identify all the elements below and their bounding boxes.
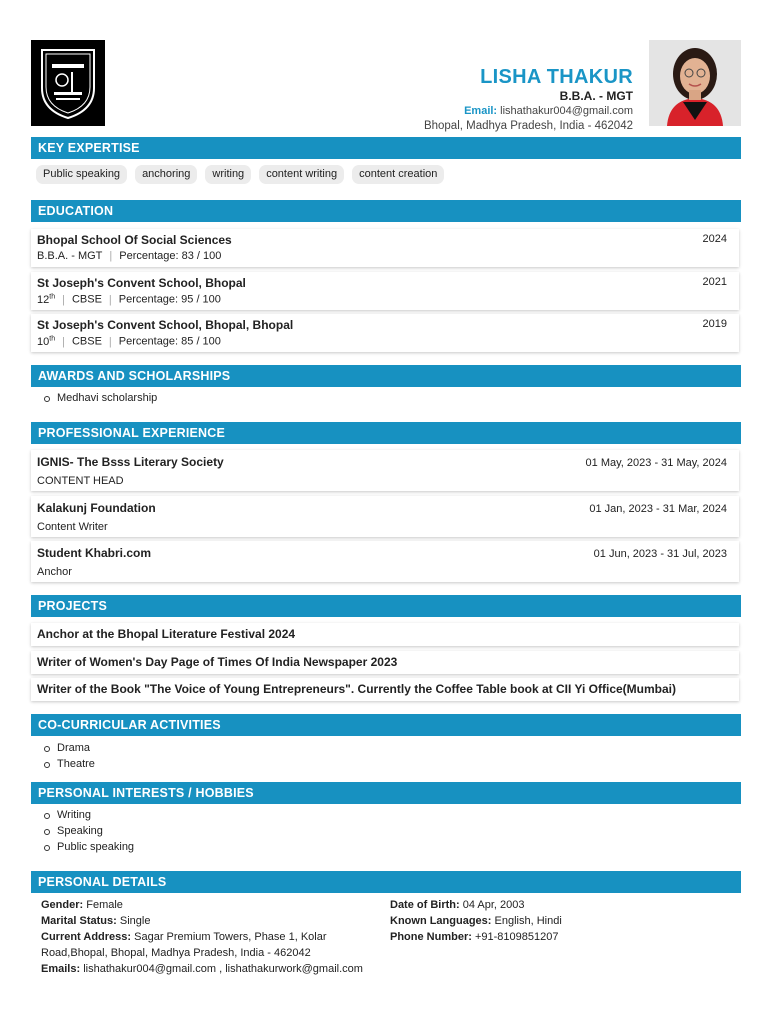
experience-org: Student Khabri.com [37, 546, 152, 560]
divider: | [108, 335, 112, 348]
languages-row: Known Languages: English, Hindi [390, 915, 562, 927]
personal-details-right [390, 897, 735, 945]
resume-header [31, 40, 741, 132]
education-board: CBSE [71, 335, 102, 348]
experience-org: Kalakunj Foundation [37, 501, 156, 515]
section-education: EDUCATION [31, 200, 741, 222]
experience-card [31, 496, 739, 537]
section-cocurricular: CO-CURRICULAR ACTIVITIES [31, 714, 741, 736]
experience-role: Anchor [37, 566, 72, 578]
section-experience: PROFESSIONAL EXPERIENCE [31, 422, 741, 444]
award-item: Medhavi scholarship [44, 390, 157, 406]
cocurricular-item: Theatre [44, 756, 95, 772]
experience-card [31, 541, 739, 582]
personal-details-left [41, 897, 386, 977]
education-details [37, 293, 221, 306]
candidate-degree: B.B.A. - MGT [559, 89, 633, 103]
candidate-name: LISHA THAKUR [480, 66, 633, 88]
project-item: Writer of the Book "The Voice of Young Entrepreneurs". Currently the Coffee Table book at CII Yi Office(Mumbai) [31, 678, 739, 701]
education-percentage: Percentage: 85 / 100 [118, 335, 221, 348]
divider: | [108, 293, 112, 306]
awards-list [44, 390, 157, 406]
education-details [37, 250, 221, 262]
section-awards: AWARDS AND SCHOLARSHIPS [31, 365, 741, 387]
section-hobbies: PERSONAL INTERESTS / HOBBIES [31, 782, 741, 804]
education-card [31, 229, 739, 267]
contact-block [424, 66, 633, 133]
email-label: Email: [464, 105, 498, 117]
cocurricular-list [44, 740, 95, 772]
experience-dates: 01 May, 2023 - 31 May, 2024 [585, 457, 727, 469]
experience-role: Content Writer [37, 521, 108, 533]
expertise-chip: Public speaking [36, 165, 127, 184]
profile-photo [649, 40, 741, 126]
school-logo [31, 40, 105, 126]
dob-row: Date of Birth: 04 Apr, 2003 [390, 899, 525, 911]
emails-row: Emails: lishathakur004@gmail.com , lishathakurwork@gmail.com [41, 963, 363, 975]
education-year: 2019 [702, 318, 727, 330]
experience-role: CONTENT HEAD [37, 475, 124, 487]
education-school: Bhopal School Of Social Sciences [37, 233, 232, 247]
education-year: 2021 [702, 276, 727, 288]
current-address-row: Current Address: Sagar Premium Towers, Phase 1, Kolar [41, 931, 327, 943]
project-item: Anchor at the Bhopal Literature Festival 2024 [31, 623, 739, 646]
experience-card [31, 450, 739, 491]
education-percentage: Percentage: 83 / 100 [119, 250, 222, 262]
education-grade: 10th [37, 335, 56, 348]
project-item: Writer of Women's Day Page of Times Of India Newspaper 2023 [31, 651, 739, 674]
experience-org: IGNIS- The Bsss Literary Society [37, 455, 224, 469]
hobby-item: Public speaking [44, 839, 134, 855]
phone-row: Phone Number: +91-8109851207 [390, 931, 559, 943]
divider: | [62, 293, 65, 306]
experience-dates: 01 Jan, 2023 - 31 Mar, 2024 [589, 503, 727, 515]
divider: | [109, 250, 113, 262]
expertise-chip: writing [205, 165, 251, 184]
education-school: St Joseph's Convent School, Bhopal [37, 276, 246, 290]
expertise-chips [36, 165, 444, 184]
hobby-item: Speaking [44, 823, 134, 839]
section-projects: PROJECTS [31, 595, 741, 617]
marital-status-row: Marital Status: Single [41, 915, 151, 927]
education-card [31, 314, 739, 352]
section-personal-details: PERSONAL DETAILS [31, 871, 741, 893]
cocurricular-item: Drama [44, 740, 95, 756]
education-board: CBSE [71, 293, 102, 306]
section-key-expertise: KEY EXPERTISE [31, 137, 741, 159]
education-year: 2024 [702, 233, 727, 245]
email-line [424, 104, 633, 118]
education-grade: 12th [37, 293, 56, 306]
email-link[interactable]: lishathakur004@gmail.com [500, 105, 633, 117]
hobby-item: Writing [44, 807, 134, 823]
expertise-chip: content creation [352, 165, 444, 184]
gender-row: Gender: Female [41, 899, 123, 911]
candidate-address: Bhopal, Madhya Pradesh, India - 462042 [423, 120, 633, 132]
expertise-chip: anchoring [135, 165, 197, 184]
expertise-chip: content writing [259, 165, 344, 184]
education-percentage: Percentage: 95 / 100 [118, 293, 221, 306]
education-card [31, 272, 739, 310]
current-address-row-continued: Road,Bhopal, Bhopal, Madhya Pradesh, India - 462042 [41, 947, 311, 959]
education-course: B.B.A. - MGT [37, 250, 103, 262]
hobbies-list [44, 807, 134, 855]
education-school: St Joseph's Convent School, Bhopal, Bhopal [37, 318, 294, 332]
divider: | [62, 335, 65, 348]
experience-dates: 01 Jun, 2023 - 31 Jul, 2023 [593, 548, 727, 560]
education-details [37, 335, 221, 348]
